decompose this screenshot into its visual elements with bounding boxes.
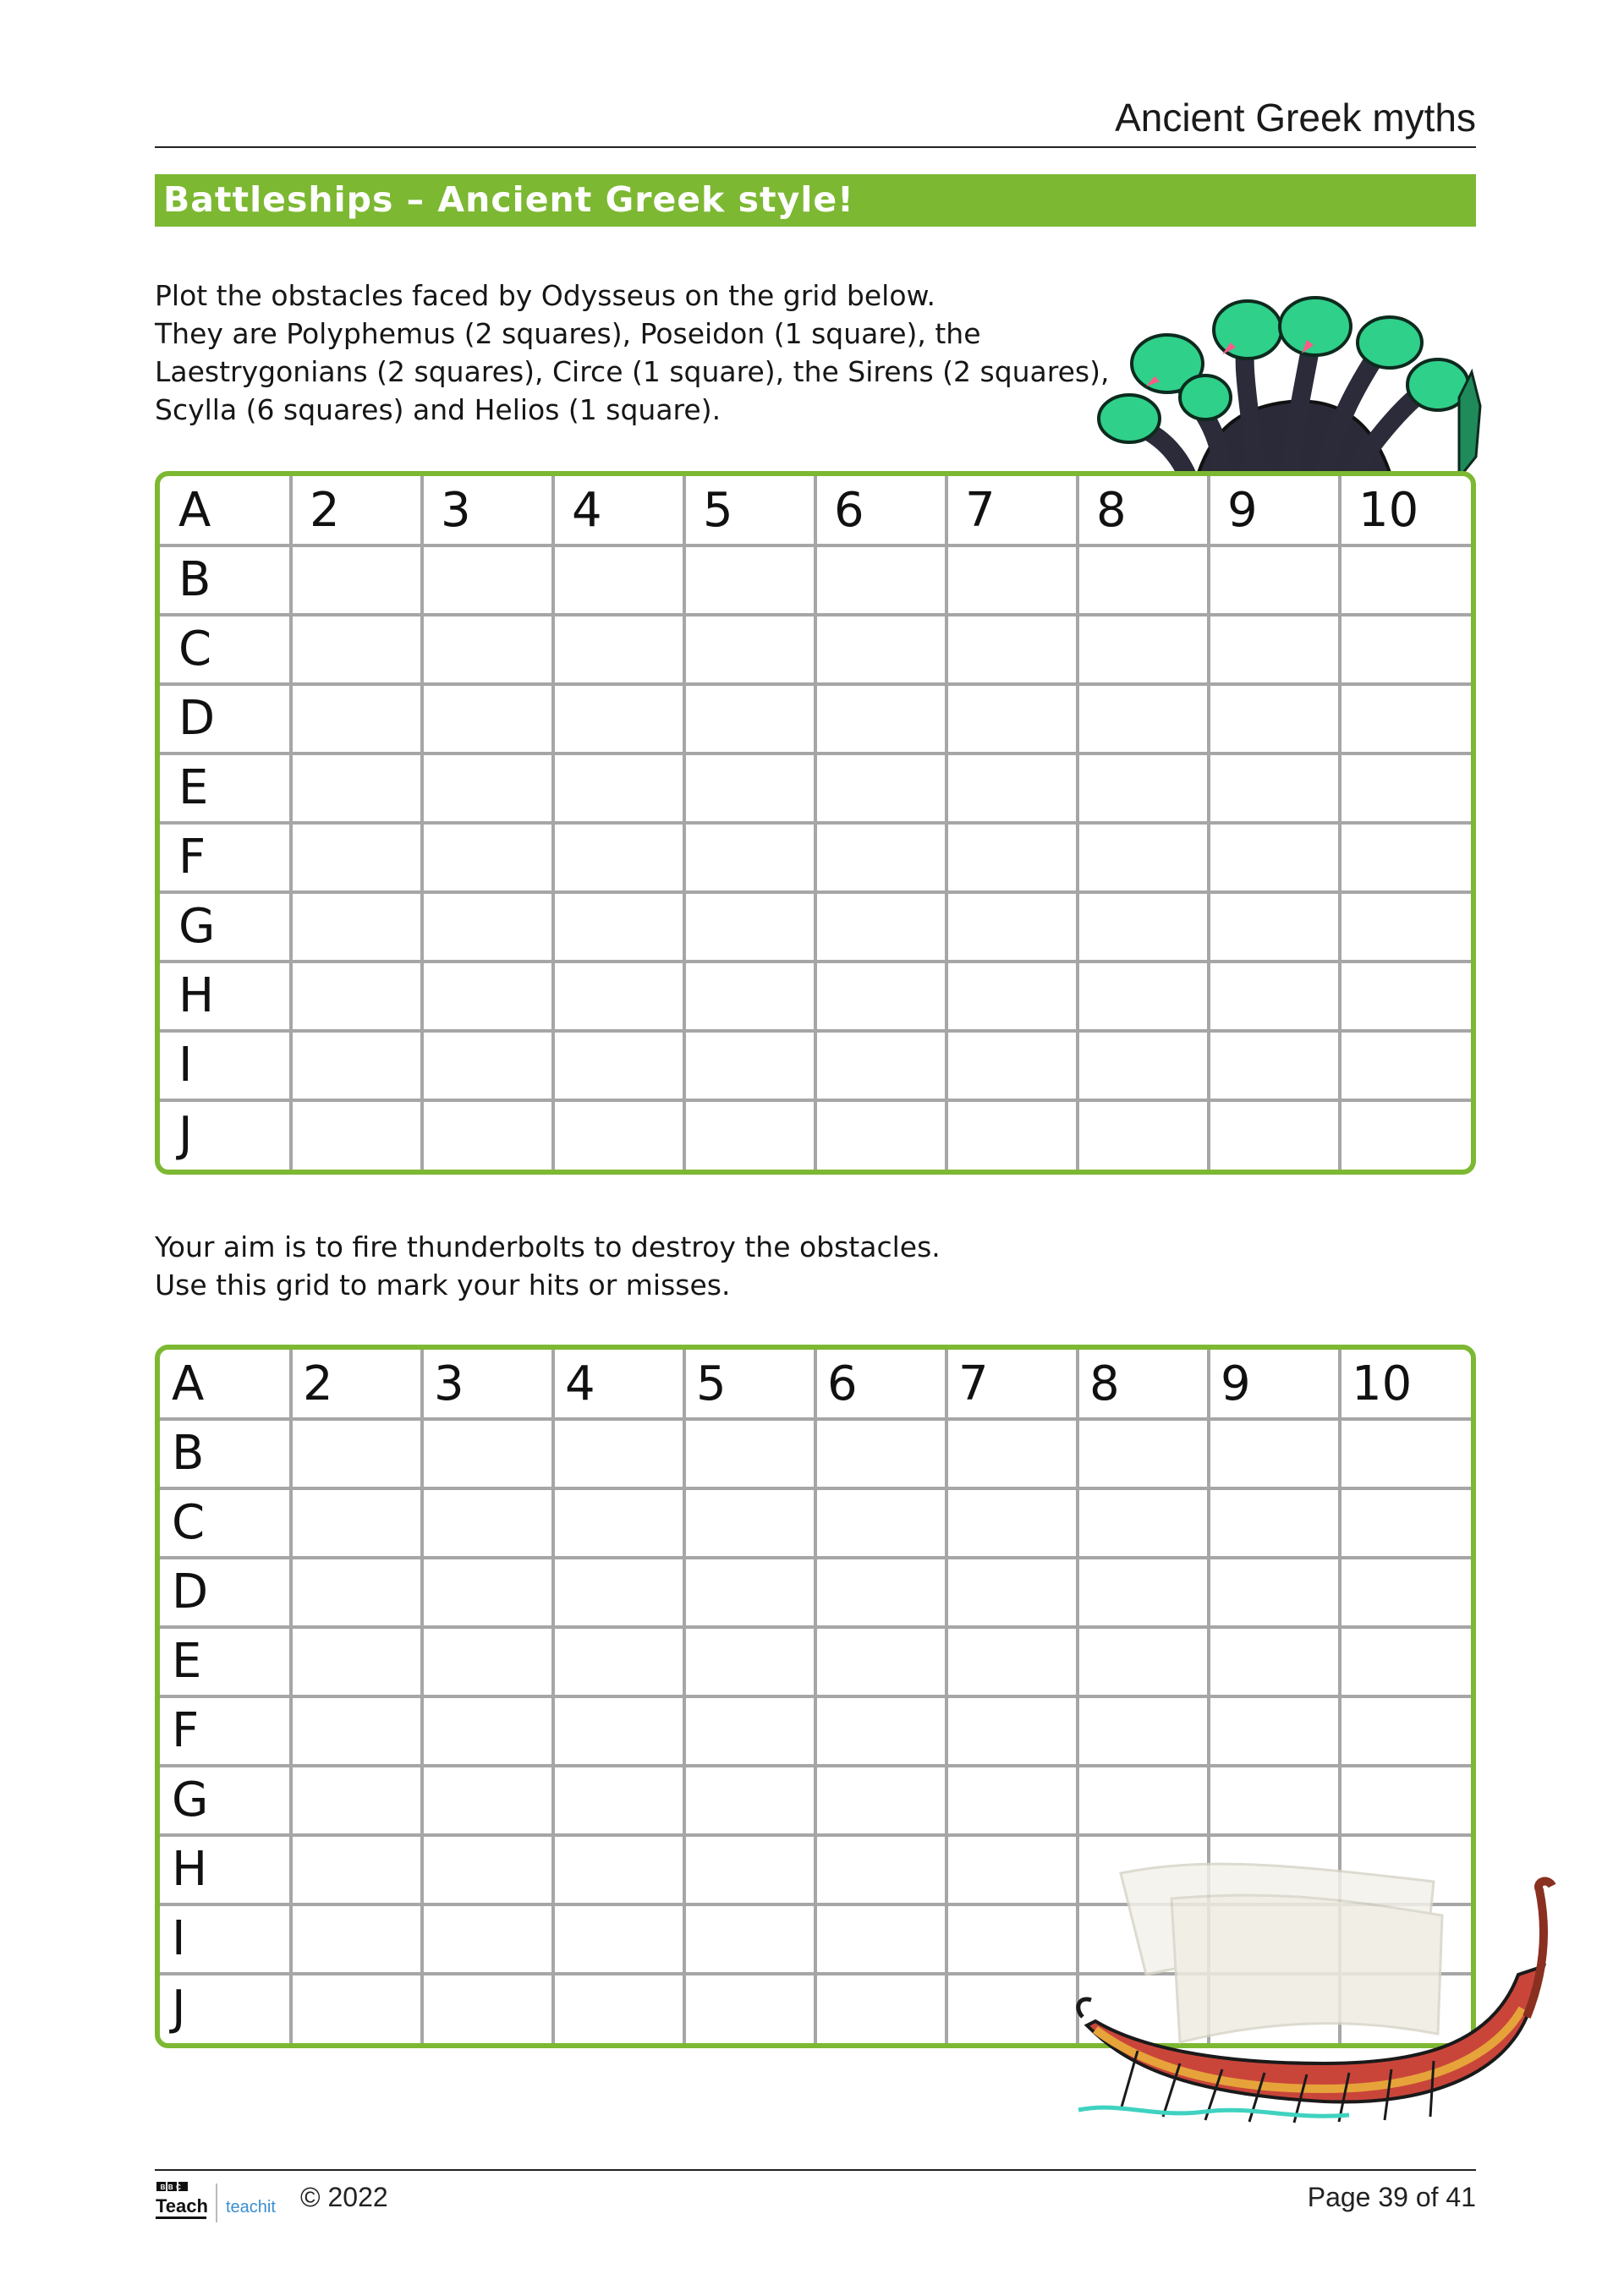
grid-lines xyxy=(160,476,1471,1170)
intro-line: Laestrygonians (2 squares), Circe (1 square), the Sirens (2 squares), xyxy=(155,355,1110,388)
column-label: 5 xyxy=(696,1356,727,1411)
banner-title: Battleships – Ancient Greek style! xyxy=(163,179,854,220)
header-divider xyxy=(155,146,1476,148)
row-label: J xyxy=(172,1981,186,2036)
column-label: 4 xyxy=(572,483,602,538)
row-label: H xyxy=(172,1842,208,1897)
row-label: I xyxy=(178,1038,193,1093)
row-label: F xyxy=(178,830,206,885)
greek-ship-illustration xyxy=(1070,1848,1577,2127)
row-label: D xyxy=(178,691,216,746)
column-label: 2 xyxy=(303,1356,333,1411)
column-label: 8 xyxy=(1089,1356,1120,1411)
copyright: © 2022 xyxy=(300,2182,388,2212)
row-label: H xyxy=(178,968,215,1023)
row-label: G xyxy=(178,899,216,954)
bbc-logo-text: BBC xyxy=(160,2184,184,2191)
row-label: C xyxy=(178,622,212,677)
column-label: 2 xyxy=(310,483,340,538)
footer-divider xyxy=(155,2169,1476,2171)
row-label: E xyxy=(172,1634,202,1689)
column-label: 10 xyxy=(1358,483,1419,538)
row-label: G xyxy=(172,1773,209,1827)
column-label: 4 xyxy=(565,1356,595,1411)
column-label: A xyxy=(172,1356,205,1411)
section-banner xyxy=(155,174,1476,227)
hydra-illustration xyxy=(1095,296,1484,478)
column-label: 9 xyxy=(1221,1356,1251,1411)
column-label: A xyxy=(178,483,211,538)
row-label: I xyxy=(172,1911,186,1966)
column-label: 8 xyxy=(1096,483,1127,538)
column-label: 6 xyxy=(834,483,864,538)
page-number: Page 39 of 41 xyxy=(1307,2182,1476,2212)
column-label: 6 xyxy=(827,1356,858,1411)
teachit-logo-text: teachit xyxy=(226,2198,276,2217)
column-label: 10 xyxy=(1352,1356,1413,1411)
column-label: 7 xyxy=(958,1356,989,1411)
document-header-title: Ancient Greek myths xyxy=(1115,96,1476,140)
row-label: C xyxy=(172,1495,206,1550)
column-label: 9 xyxy=(1227,483,1258,538)
intro-line: They are Polyphemus (2 squares), Poseidon (1 square), the xyxy=(155,317,981,350)
intro-line: Plot the obstacles faced by Odysseus on the grid below. xyxy=(155,279,935,312)
row-label: F xyxy=(172,1703,200,1758)
column-label: 3 xyxy=(441,483,471,538)
instruction-line: Use this grid to mark your hits or misses. xyxy=(155,1269,731,1301)
teach-logo-text: Teach xyxy=(156,2195,208,2217)
row-label: J xyxy=(178,1107,193,1162)
column-label: 3 xyxy=(434,1356,464,1411)
row-label: D xyxy=(172,1564,209,1619)
obstacles-grid[interactable] xyxy=(155,471,1476,1175)
instruction-line: Your aim is to fire thunderbolts to destroy the obstacles. xyxy=(155,1230,941,1263)
instructions-paragraph xyxy=(155,1228,941,1304)
row-label: E xyxy=(178,760,209,815)
column-label: 7 xyxy=(965,483,996,538)
intro-line: Scylla (6 squares) and Helios (1 square). xyxy=(155,393,721,426)
column-label: 5 xyxy=(703,483,733,538)
row-label: B xyxy=(172,1426,205,1481)
row-label: B xyxy=(178,552,211,607)
bbc-teach-teachit-logo xyxy=(155,2177,282,2228)
intro-paragraph xyxy=(155,277,1109,429)
